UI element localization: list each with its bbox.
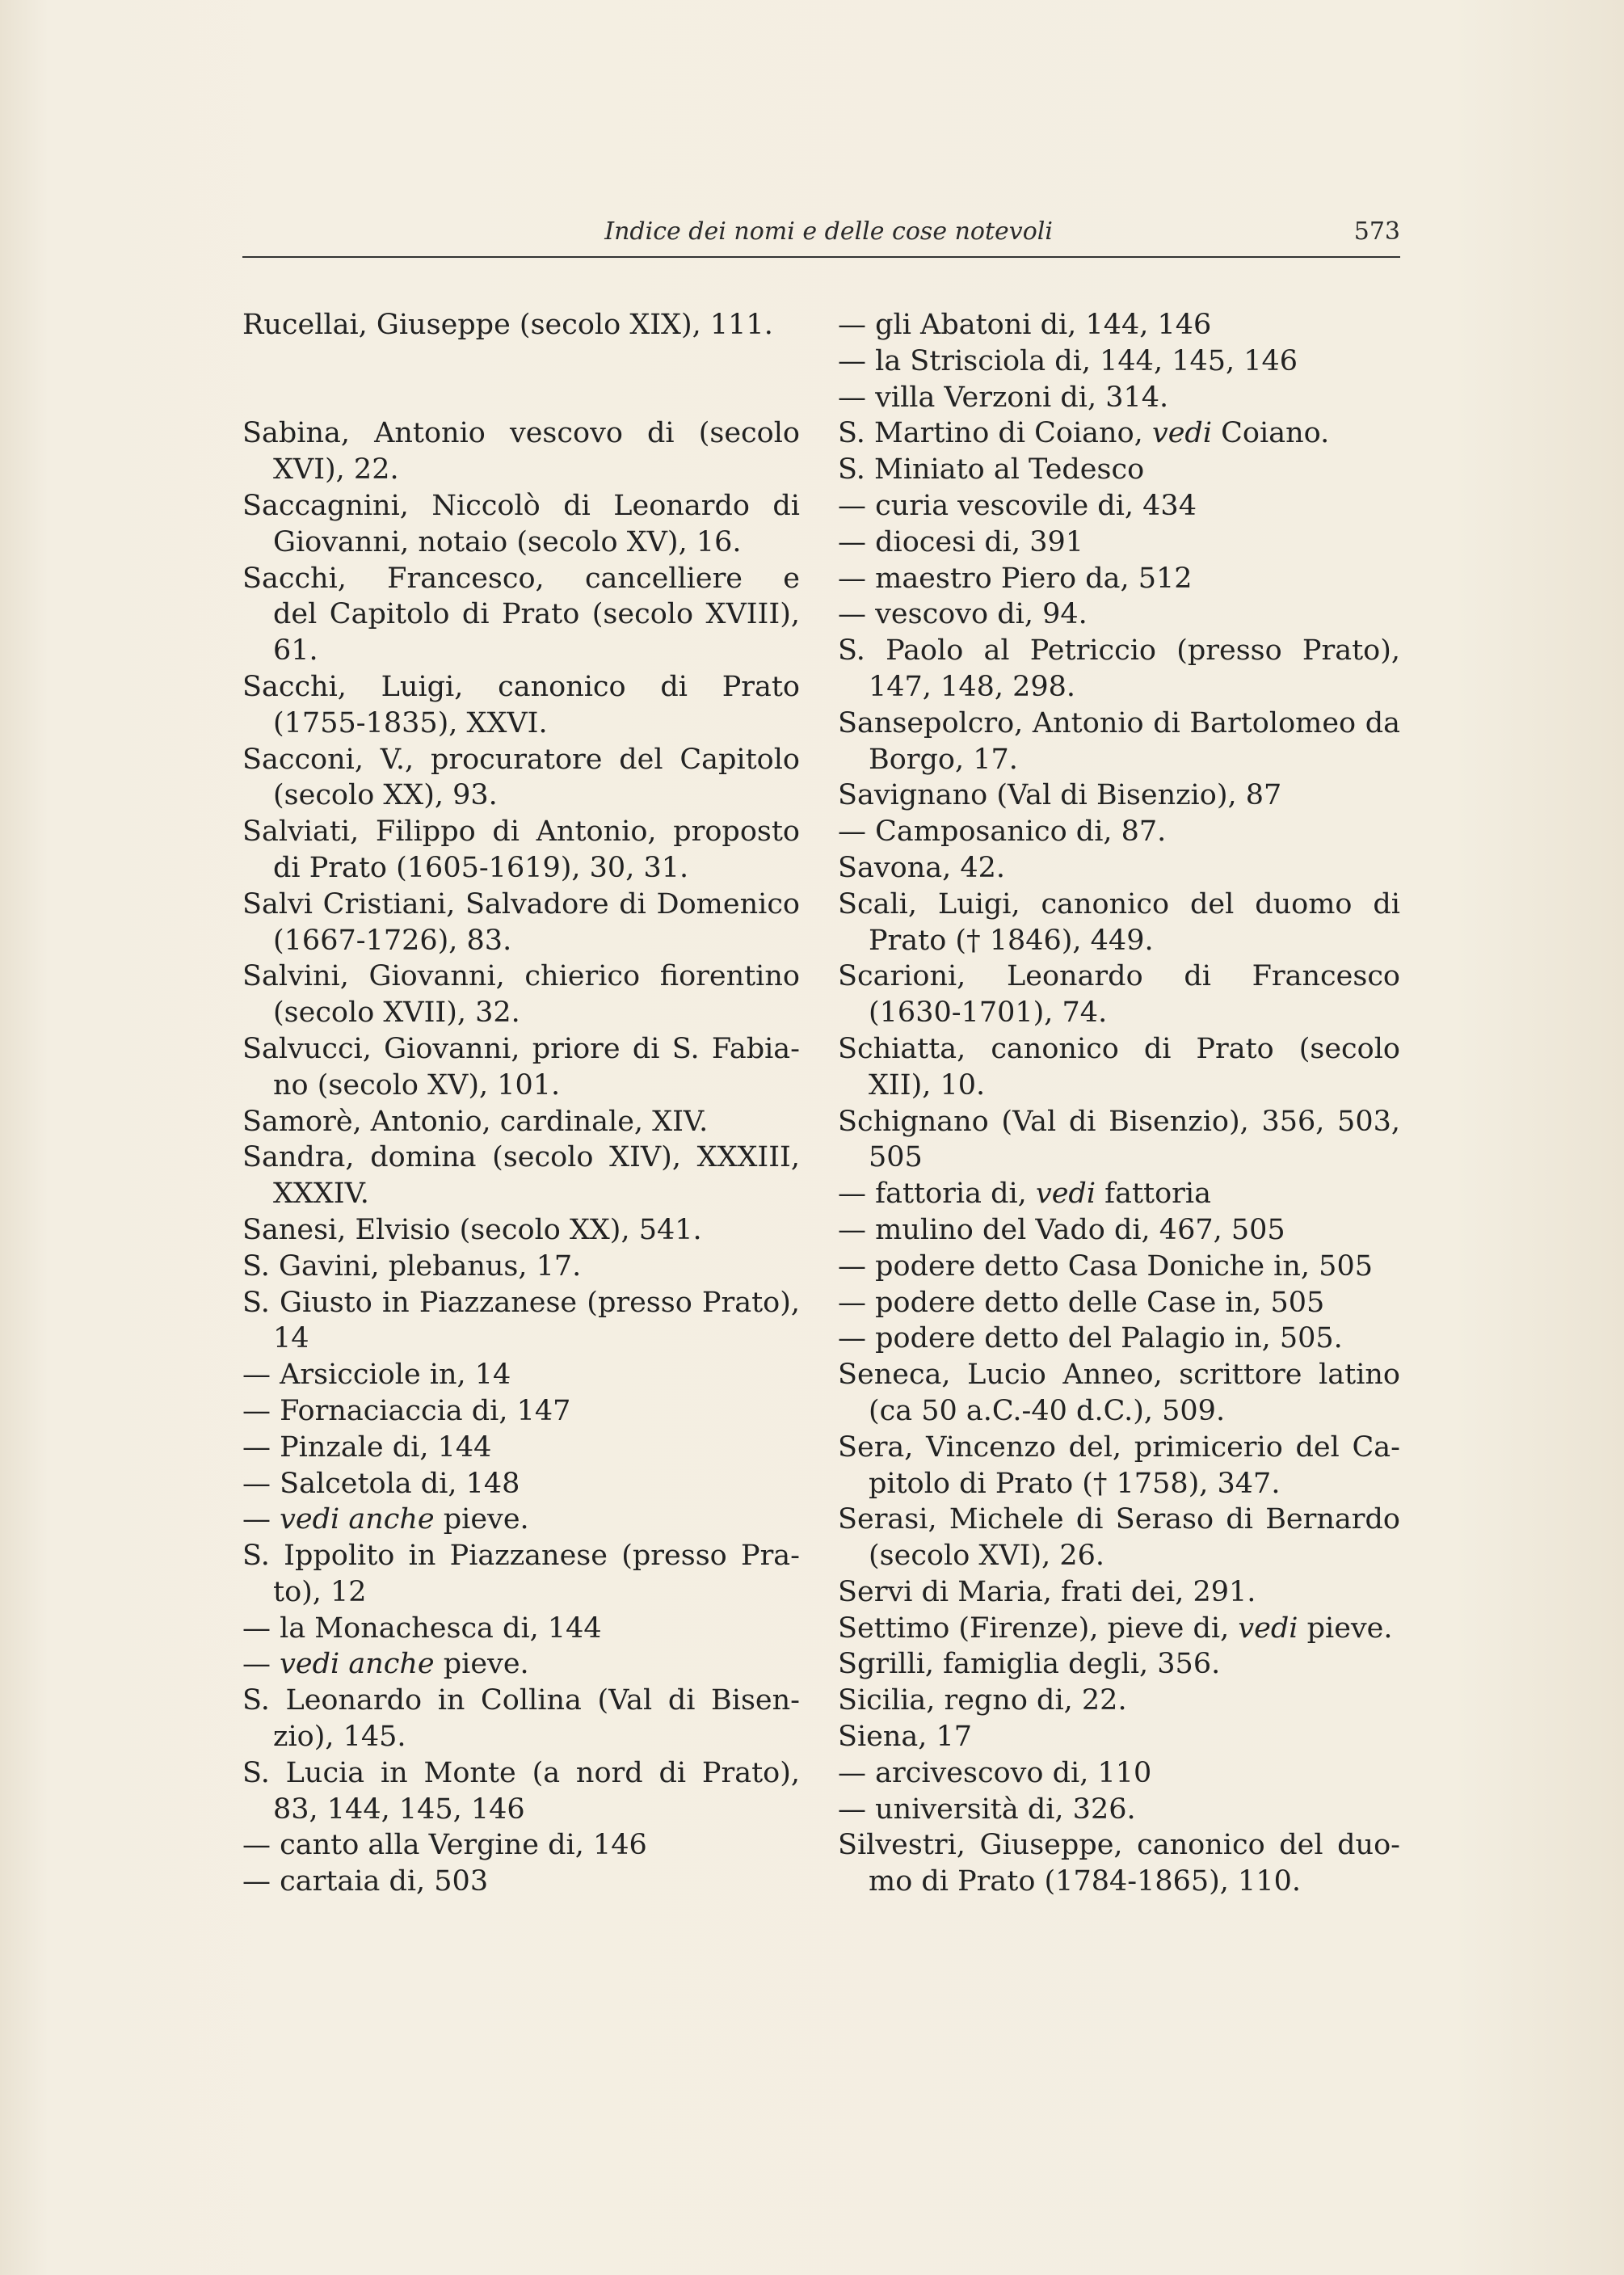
index-line <box>838 415 1400 452</box>
index-line <box>242 1466 800 1502</box>
index-line <box>838 1430 1400 1466</box>
index-line <box>838 1646 1400 1683</box>
index-text: — gli Abatoni di, 144, 146 <box>838 309 1212 341</box>
index-text: Sera, Vincenzo del, primicerio del Ca- <box>838 1430 1400 1464</box>
index-line <box>242 669 800 706</box>
index-text-tail: pieve. <box>434 1503 529 1536</box>
index-line <box>242 850 800 887</box>
index-line <box>838 307 1400 343</box>
index-line <box>242 488 800 525</box>
index-text: di Prato (1605-1619), 30, 31. <box>273 851 689 884</box>
index-text: XII), 10. <box>869 1068 986 1102</box>
index-line <box>242 525 800 561</box>
index-line <box>242 1574 800 1611</box>
see-also-reference: vedi <box>1151 417 1213 450</box>
index-line <box>242 1864 800 1900</box>
index-text: Salviati, Filippo di Antonio, proposto <box>242 815 800 849</box>
see-also-reference: vedi <box>1238 1611 1298 1645</box>
index-line <box>838 1755 1400 1792</box>
index-text: — maestro Piero da, 512 <box>838 562 1193 595</box>
index-text: — arcivescovo di, 110 <box>838 1756 1152 1789</box>
index-line <box>838 525 1400 561</box>
index-text: (ca 50 a.C.-40 d.C.), 509. <box>869 1394 1226 1427</box>
index-text: S. Paolo al Petriccio (presso Prato), <box>838 634 1400 668</box>
index-text: zio), 145. <box>273 1721 406 1754</box>
index-text: — Salcetola di, 148 <box>242 1467 520 1500</box>
index-text: Sanesi, Elvisio (secolo XX), 541. <box>242 1213 702 1246</box>
index-line <box>242 1321 800 1357</box>
index-text: S. Martino di Coiano, <box>838 417 1143 450</box>
index-line <box>838 777 1400 814</box>
index-line <box>242 1502 800 1538</box>
index-line <box>838 1321 1400 1357</box>
index-line <box>242 1068 800 1104</box>
index-line <box>242 1212 800 1249</box>
index-text-tail: Coiano. <box>1212 417 1330 450</box>
index-line <box>838 995 1400 1031</box>
index-line <box>838 488 1400 525</box>
index-text: S. Ippolito in Piazzanese (presso Pra- <box>242 1540 800 1573</box>
index-text: 505 <box>869 1141 923 1174</box>
index-line <box>242 777 800 814</box>
index-line <box>838 887 1400 923</box>
running-title: Indice dei nomi e delle cose notevoli <box>604 217 1053 246</box>
index-line <box>838 1574 1400 1611</box>
index-line <box>242 452 800 488</box>
index-text: (1755-1835), XXVI. <box>273 706 548 739</box>
index-text: — diocesi di, 391 <box>838 525 1084 558</box>
index-line <box>242 633 800 669</box>
index-line <box>838 1212 1400 1249</box>
index-line <box>838 814 1400 850</box>
index-text: Scarioni, Leonardo di Francesco <box>838 960 1400 993</box>
index-line <box>838 1611 1400 1647</box>
index-text: Siena, 17 <box>838 1721 973 1754</box>
index-line <box>242 1792 800 1828</box>
index-text: mo di Prato (1784-1865), 110. <box>869 1865 1301 1898</box>
index-text: — Arsicciole in, 14 <box>242 1359 511 1392</box>
index-text: Borgo, 17. <box>869 743 1018 776</box>
index-line <box>838 1068 1400 1104</box>
index-line <box>838 1538 1400 1574</box>
index-text: Sandra, domina (secolo XIV), XXXIII, <box>242 1141 800 1174</box>
index-line <box>838 561 1400 597</box>
index-line <box>242 1285 800 1321</box>
index-line <box>242 706 800 742</box>
index-text: Sicilia, regno di, 22. <box>838 1684 1127 1717</box>
index-line <box>242 307 800 343</box>
index-line <box>838 706 1400 742</box>
index-text: 83, 144, 145, 146 <box>273 1793 525 1826</box>
index-text: 61. <box>273 634 318 668</box>
index-text: (secolo XVII), 32. <box>273 996 520 1030</box>
index-text: Seneca, Lucio Anneo, scrittore latino <box>838 1359 1400 1392</box>
index-line <box>242 995 800 1031</box>
index-text: Schiatta, canonico di Prato (secolo <box>838 1032 1400 1065</box>
index-line <box>838 1104 1400 1140</box>
index-line <box>838 1393 1400 1430</box>
index-line <box>838 380 1400 416</box>
index-text: Salvucci, Giovanni, priore di S. Fabia- <box>242 1032 800 1065</box>
index-text: no (secolo XV), 101. <box>273 1068 561 1102</box>
running-header <box>242 212 1400 258</box>
index-text: del Capitolo di Prato (secolo XVIII), <box>273 598 800 631</box>
index-line <box>242 1683 800 1719</box>
index-text: — villa Verzoni di, 314. <box>838 381 1169 414</box>
left-index-column <box>242 307 800 1900</box>
index-line <box>838 1683 1400 1719</box>
page-number: 573 <box>1353 217 1400 246</box>
index-text: XVI), 22. <box>273 453 399 487</box>
index-text-tail: pieve. <box>434 1648 529 1681</box>
index-text: Sgrilli, famiglia degli, 356. <box>838 1648 1221 1681</box>
index-text: (secolo XX), 93. <box>273 779 498 812</box>
index-text: Savona, 42. <box>838 851 1006 884</box>
index-text: Samorè, Antonio, cardinale, XIV. <box>242 1105 709 1138</box>
index-line <box>242 343 800 416</box>
index-line <box>242 1827 800 1864</box>
index-text: — università di, 326. <box>838 1793 1136 1826</box>
index-text: — fattoria di, <box>838 1178 1027 1211</box>
index-line <box>242 415 800 452</box>
index-line <box>838 1249 1400 1285</box>
index-text: Salvini, Giovanni, chierico fiorentino <box>242 960 800 993</box>
index-line <box>242 561 800 597</box>
index-text: Rucellai, Giuseppe (secolo XIX), 111. <box>242 309 773 341</box>
index-line <box>838 452 1400 488</box>
index-line <box>242 1031 800 1068</box>
index-line <box>838 343 1400 380</box>
index-line <box>838 1285 1400 1321</box>
index-text: 14 <box>273 1322 309 1355</box>
index-line <box>242 923 800 959</box>
index-line <box>242 1393 800 1430</box>
index-line <box>242 742 800 778</box>
index-text: (1630-1701), 74. <box>869 996 1108 1030</box>
see-also-reference: vedi anche <box>280 1648 435 1681</box>
index-text: Serasi, Michele di Seraso di Bernardo <box>838 1503 1400 1536</box>
index-text: Silvestri, Giuseppe, canonico del duo- <box>838 1829 1400 1862</box>
index-line <box>242 1646 800 1683</box>
index-text: Settimo (Firenze), pieve di, <box>838 1611 1230 1645</box>
index-line <box>838 1466 1400 1502</box>
index-text: — cartaia di, 503 <box>242 1865 489 1898</box>
index-text: S. Leonardo in Collina (Val di Bisen- <box>242 1684 800 1717</box>
index-line <box>242 1249 800 1285</box>
index-text: pitolo di Prato († 1758), 347. <box>869 1467 1281 1500</box>
index-text: Savignano (Val di Bisenzio), 87 <box>838 779 1282 812</box>
index-text: Sacconi, V., procuratore del Capitolo <box>242 743 800 776</box>
index-line <box>838 1140 1400 1176</box>
index-text: 147, 148, 298. <box>869 670 1076 703</box>
index-line <box>838 1357 1400 1393</box>
index-text: — Camposanico di, 87. <box>838 815 1167 849</box>
index-text: — <box>242 1648 271 1681</box>
index-text: Sabina, Antonio vescovo di (secolo <box>242 417 800 450</box>
index-text: — la Strisciola di, 144, 145, 146 <box>838 344 1298 377</box>
index-text: — mulino del Vado di, 467, 505 <box>838 1213 1285 1246</box>
index-text: Saccagnini, Niccolò di Leonardo di <box>242 489 800 522</box>
index-text: S. Miniato al Tedesco <box>838 453 1145 487</box>
index-text: — Fornaciaccia di, 147 <box>242 1394 571 1427</box>
index-line <box>242 887 800 923</box>
index-text: to), 12 <box>273 1575 367 1608</box>
index-text: — Pinzale di, 144 <box>242 1430 492 1464</box>
index-line <box>242 1719 800 1755</box>
index-line <box>838 1792 1400 1828</box>
index-line <box>838 669 1400 706</box>
index-text: (secolo XVI), 26. <box>869 1540 1104 1573</box>
index-line <box>838 633 1400 669</box>
index-text: (1667-1726), 83. <box>273 924 512 957</box>
right-index-column <box>838 307 1400 1900</box>
index-line <box>838 742 1400 778</box>
index-line <box>838 596 1400 633</box>
index-line <box>838 1719 1400 1755</box>
index-line <box>838 1864 1400 1900</box>
index-line <box>838 850 1400 887</box>
index-line <box>838 1176 1400 1212</box>
index-text: Sacchi, Francesco, cancelliere e <box>242 562 800 595</box>
index-text: S. Giusto in Piazzanese (presso Prato), <box>242 1286 800 1319</box>
index-line <box>242 1430 800 1466</box>
index-text: XXXIV. <box>273 1178 369 1211</box>
index-text: — podere detto delle Case in, 505 <box>838 1286 1325 1319</box>
see-also-reference: vedi <box>1035 1178 1096 1211</box>
index-line <box>242 958 800 995</box>
index-text: Prato († 1846), 449. <box>869 924 1154 957</box>
index-line <box>242 1176 800 1212</box>
index-text: Scali, Luigi, canonico del duomo di <box>838 887 1400 921</box>
index-line <box>242 1611 800 1647</box>
index-line <box>242 814 800 850</box>
index-line <box>242 1538 800 1574</box>
index-text: Salvi Cristiani, Salvadore di Domenico <box>242 887 800 921</box>
index-line <box>838 1502 1400 1538</box>
index-text: Giovanni, notaio (secolo XV), 16. <box>273 525 742 558</box>
index-line <box>242 1104 800 1140</box>
index-text: — curia vescovile di, 434 <box>838 489 1197 522</box>
index-line <box>242 1755 800 1792</box>
index-text: Sansepolcro, Antonio di Bartolomeo da <box>838 706 1400 739</box>
index-line <box>242 1140 800 1176</box>
index-text: — <box>242 1503 271 1536</box>
index-line <box>838 1827 1400 1864</box>
index-text-tail: pieve. <box>1298 1611 1393 1645</box>
index-line <box>242 1357 800 1393</box>
index-text: Sacchi, Luigi, canonico di Prato <box>242 670 800 703</box>
see-also-reference: vedi anche <box>280 1503 435 1536</box>
index-text: Servi di Maria, frati dei, 291. <box>838 1575 1256 1608</box>
index-text: — podere detto del Palagio in, 505. <box>838 1322 1343 1355</box>
index-text-tail: fattoria <box>1096 1178 1211 1211</box>
index-text: S. Lucia in Monte (a nord di Prato), <box>242 1756 800 1789</box>
index-line <box>838 923 1400 959</box>
index-text: — vescovo di, 94. <box>838 598 1088 631</box>
index-text: — la Monachesca di, 144 <box>242 1611 602 1645</box>
index-text: S. Gavini, plebanus, 17. <box>242 1249 582 1283</box>
index-text: Schignano (Val di Bisenzio), 356, 503, <box>838 1105 1400 1138</box>
index-line <box>242 596 800 633</box>
index-line <box>838 958 1400 995</box>
index-line <box>838 1031 1400 1068</box>
index-text: — podere detto Casa Doniche in, 505 <box>838 1249 1373 1283</box>
index-text: — canto alla Vergine di, 146 <box>242 1829 647 1862</box>
